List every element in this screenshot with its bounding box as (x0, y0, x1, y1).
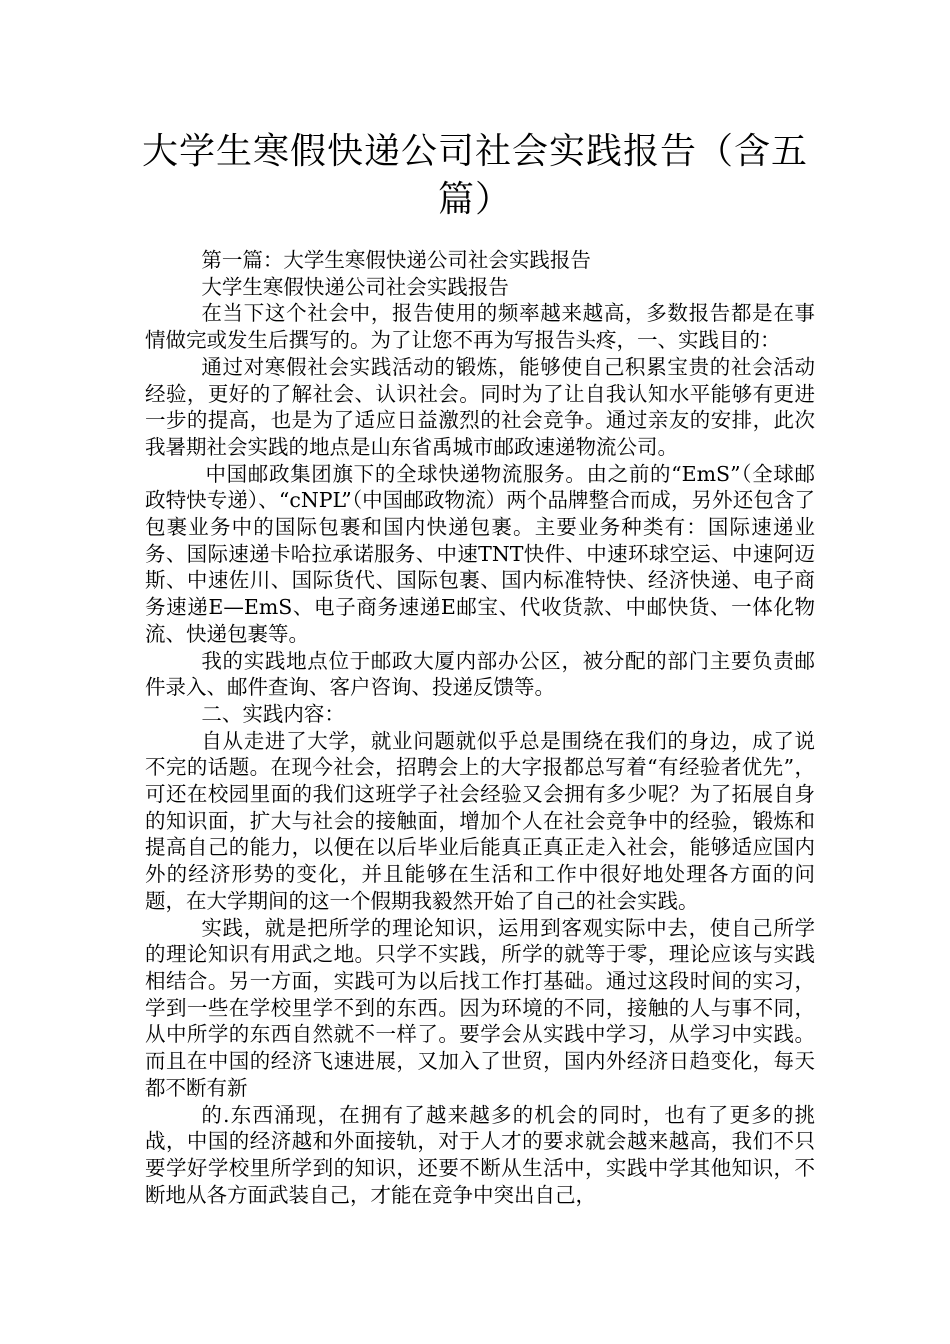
paragraph: 在当下这个社会中，报告使用的频率越来越高，多数报告都是在事情做完或发生后撰写的。为了让您不再为写报告头疼，一、实践目的： (145, 301, 815, 353)
subtitle: 大学生寒假快递公司社会实践报告 (201, 274, 509, 299)
document-body (145, 247, 815, 1208)
section-heading: 第一篇：大学生寒假快递公司社会实践报告 (201, 248, 591, 272)
paragraph: 的.东西涌现，在拥有了越来越多的机会的同时，也有了更多的挑战，中国的经济越和外面接轨，对于人才的要求就会越来越高，我们不只要学好学校里所学到的知识，还要不断从生活中，实践中学其他知识，不断地从各方面武装自己，才能在竞争中突出自己， (145, 1102, 815, 1207)
paragraph: 中国邮政集团旗下的全球快递物流服务。由之前的“EmS”（全球邮政特快专递）、“cNPL”（中国邮政物流）两个品牌整合而成，另外还包含了包裹业务中的国际包裹和国内快递包裹。主要业务种类有：国际速递业务、国际速递卡哈拉承诺服务、中速TNT快件、中速环球空运、中速阿迈斯、中速佐川、国际货代、国际包裹、国内标准特快、经济快递、电子商务速递E—EmS、电子商务速递E邮宝、代收货款、中邮快货、一体化物流、快递包裹等。 (145, 461, 815, 646)
paragraph: 我的实践地点位于邮政大厦内部办公区，被分配的部门主要负责邮件录入、邮件查询、客户咨询、投递反馈等。 (145, 648, 815, 700)
document-title: 大学生寒假快递公司社会实践报告（含五篇） (141, 131, 808, 220)
section-heading: 二、实践内容： (201, 701, 345, 726)
paragraph: 实践，就是把所学的理论知识，运用到客观实际中去，使自己所学的理论知识有用武之地。只学不实践，所学的就等于零，理论应该与实践相结合。另一方面，实践可为以后找工作打基础。通过这段时间的实习，学到一些在学校里学不到的东西。因为环境的不同，接触的人与事不同，从中所学的东西自然就不一样了。要学会从实践中学习，从学习中实践。而且在中国的经济飞速进展，又加入了世贸，国内外经济日趋变化，每天都不断有新 (145, 915, 815, 1100)
paragraph: 自从走进了大学，就业问题就似乎总是围绕在我们的身边，成了说不完的话题。在现今社会，招聘会上的大字报都总写着“有经验者优先”，可还在校园里面的我们这班学子社会经验又会拥有多少呢？为了拓展自身的知识面，扩大与社会的接触面，增加个人在社会竞争中的经验，锻炼和提高自己的能力，以便在以后毕业后能真正真正走入社会，能够适应国内外的经济形势的变化，并且能够在生活和工作中很好地处理各方面的问题，在大学期间的这一个假期我毅然开始了自己的社会实践。 (145, 728, 815, 913)
paragraph: 通过对寒假社会实践活动的锻炼，能够使自己积累宝贵的社会活动经验，更好的了解社会、认识社会。同时为了让自我认知水平能够有更进一步的提高，也是为了适应日益激烈的社会竞争。通过亲友的安排，此次我暑期社会实践的地点是山东省禹城市邮政速递物流公司。 (145, 354, 815, 459)
